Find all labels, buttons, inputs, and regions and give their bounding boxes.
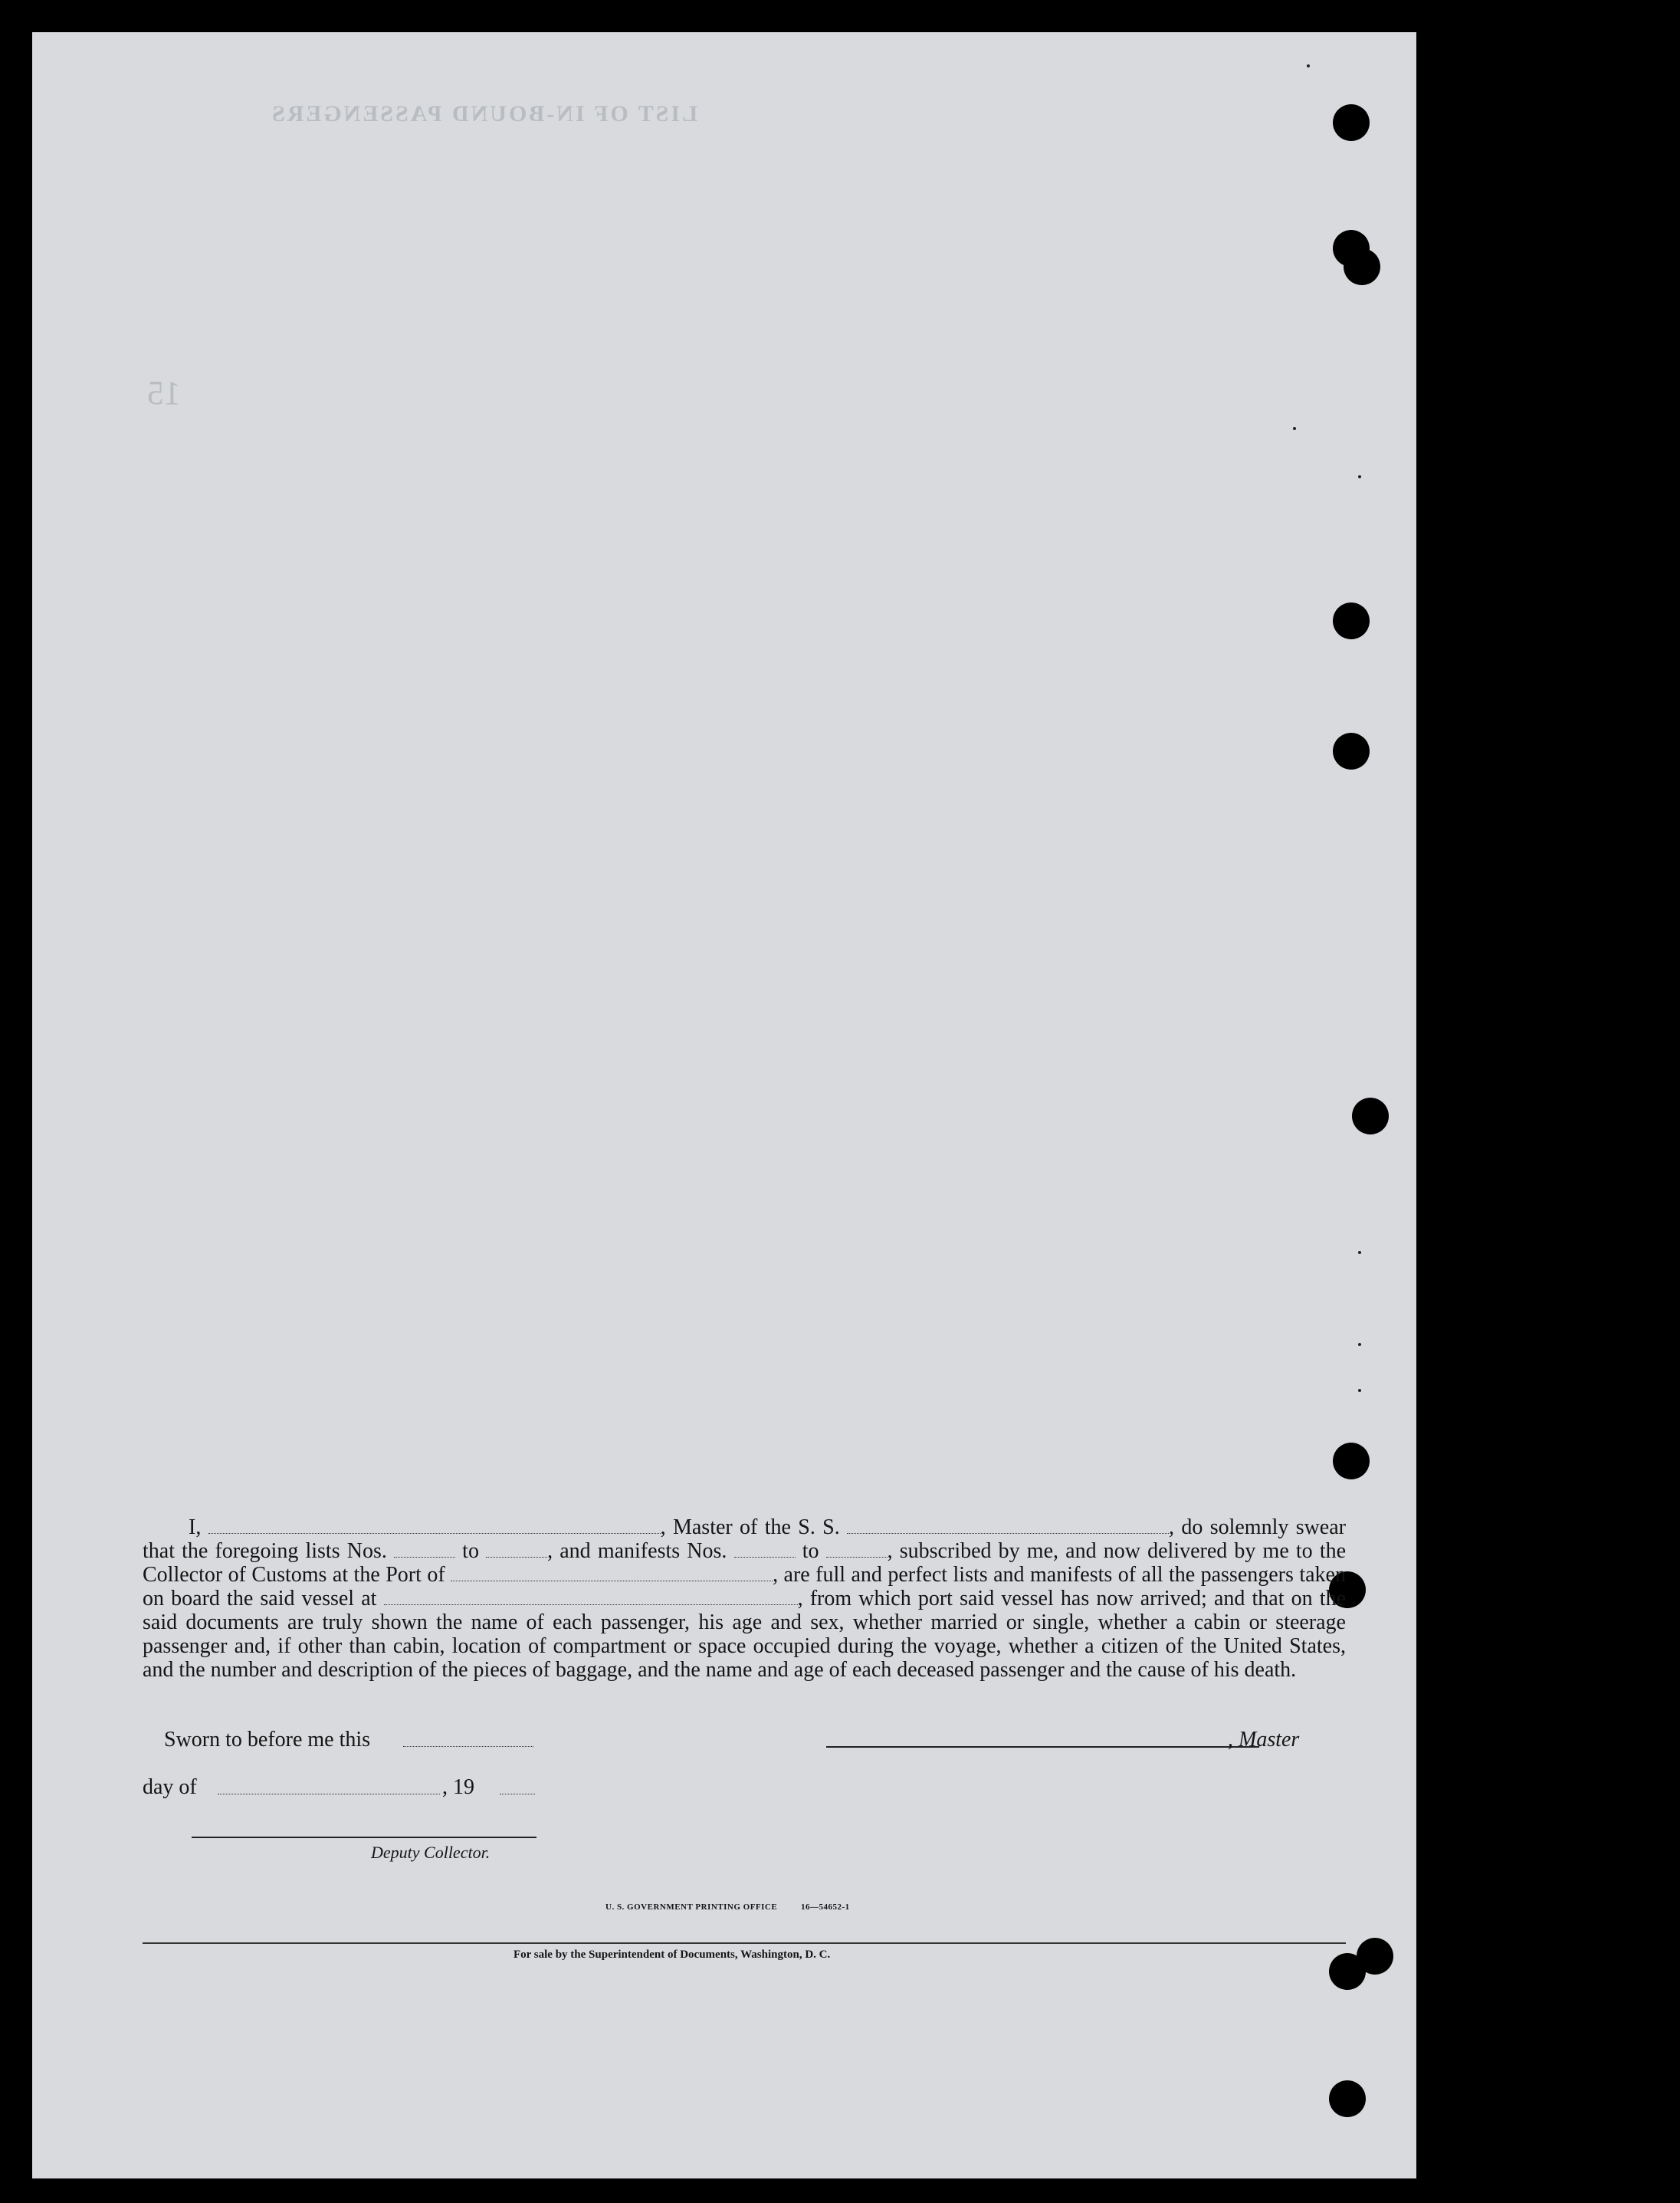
document-page <box>32 32 1416 2178</box>
punch-hole <box>1329 2080 1366 2117</box>
master-name-blank <box>208 1518 661 1534</box>
oath-text-to-2: to <box>795 1539 826 1563</box>
speck <box>1307 64 1310 67</box>
form-number: 16—54652-1 <box>801 1903 850 1912</box>
port-blank <box>451 1565 773 1581</box>
punch-hole <box>1333 104 1370 141</box>
punch-hole <box>1333 733 1370 770</box>
oath-text-passengers: , are full and perfect lists and manifests of all the passengers taken on board the said vessel at <box>143 1563 1346 1610</box>
vessel-name-blank <box>847 1518 1169 1534</box>
manifest-from-blank <box>734 1541 796 1558</box>
punch-hole <box>1352 1098 1389 1134</box>
list-from-blank <box>394 1541 455 1558</box>
speck <box>1358 475 1361 478</box>
manifest-to-blank <box>826 1541 888 1558</box>
punch-hole <box>1333 1443 1370 1479</box>
speck <box>1293 427 1296 430</box>
year-label: , 19 <box>442 1775 474 1799</box>
punch-hole <box>1344 248 1380 285</box>
master-signature-line <box>826 1746 1259 1748</box>
oath-text-swear: , do solemnly swear that the foregoing lists Nos. <box>143 1515 1346 1563</box>
oath-text-i: I, <box>189 1515 208 1539</box>
oath-text-master: , Master of the S. S. <box>660 1515 848 1539</box>
bleed-through-number: 15 <box>147 374 181 412</box>
oath-paragraph <box>143 1515 1346 1682</box>
master-label: , Master <box>1228 1728 1300 1752</box>
deputy-label: Deputy Collector. <box>371 1843 491 1862</box>
oath-text-subscribed: , subscribed by me, and now delivered by me to the Collector of Customs at the Port of <box>143 1539 1347 1587</box>
punch-hole <box>1333 602 1370 639</box>
sworn-day-blank <box>403 1746 533 1747</box>
oath-text-rest: , from which port said vessel has now arrived; and that on the said documents are truly shown the name of each passenger, his age and sex, whether married or single, whether a cabin or steerage passenger and, if other than cabin, location of compartment or space occupied during the voyage, whether a citizen of the United States, and the number and description of the pieces of baggage, and the name and age of each deceased passenger and the cause of his death. <box>143 1587 1347 1682</box>
speck <box>1358 1389 1361 1392</box>
footer-rule <box>143 1942 1346 1944</box>
speck <box>1358 1251 1361 1254</box>
oath-text-to-1: to <box>455 1539 487 1563</box>
sworn-label: Sworn to before me this <box>164 1728 371 1752</box>
list-to-blank <box>486 1541 547 1558</box>
sale-note: For sale by the Superintendent of Documents, Washington, D. C. <box>514 1949 831 1961</box>
bleed-through-header: LIST OF IN-BOUND PASSENGERS <box>270 101 698 126</box>
day-of-label: day of <box>143 1775 197 1799</box>
departure-port-blank <box>384 1589 798 1605</box>
punch-hole <box>1329 1953 1366 1990</box>
speck <box>1358 1343 1361 1346</box>
oath-text-manifests: , and manifests Nos. <box>547 1539 734 1563</box>
printing-office-label: U. S. GOVERNMENT PRINTING OFFICE <box>605 1903 778 1912</box>
deputy-signature-line <box>192 1837 536 1838</box>
